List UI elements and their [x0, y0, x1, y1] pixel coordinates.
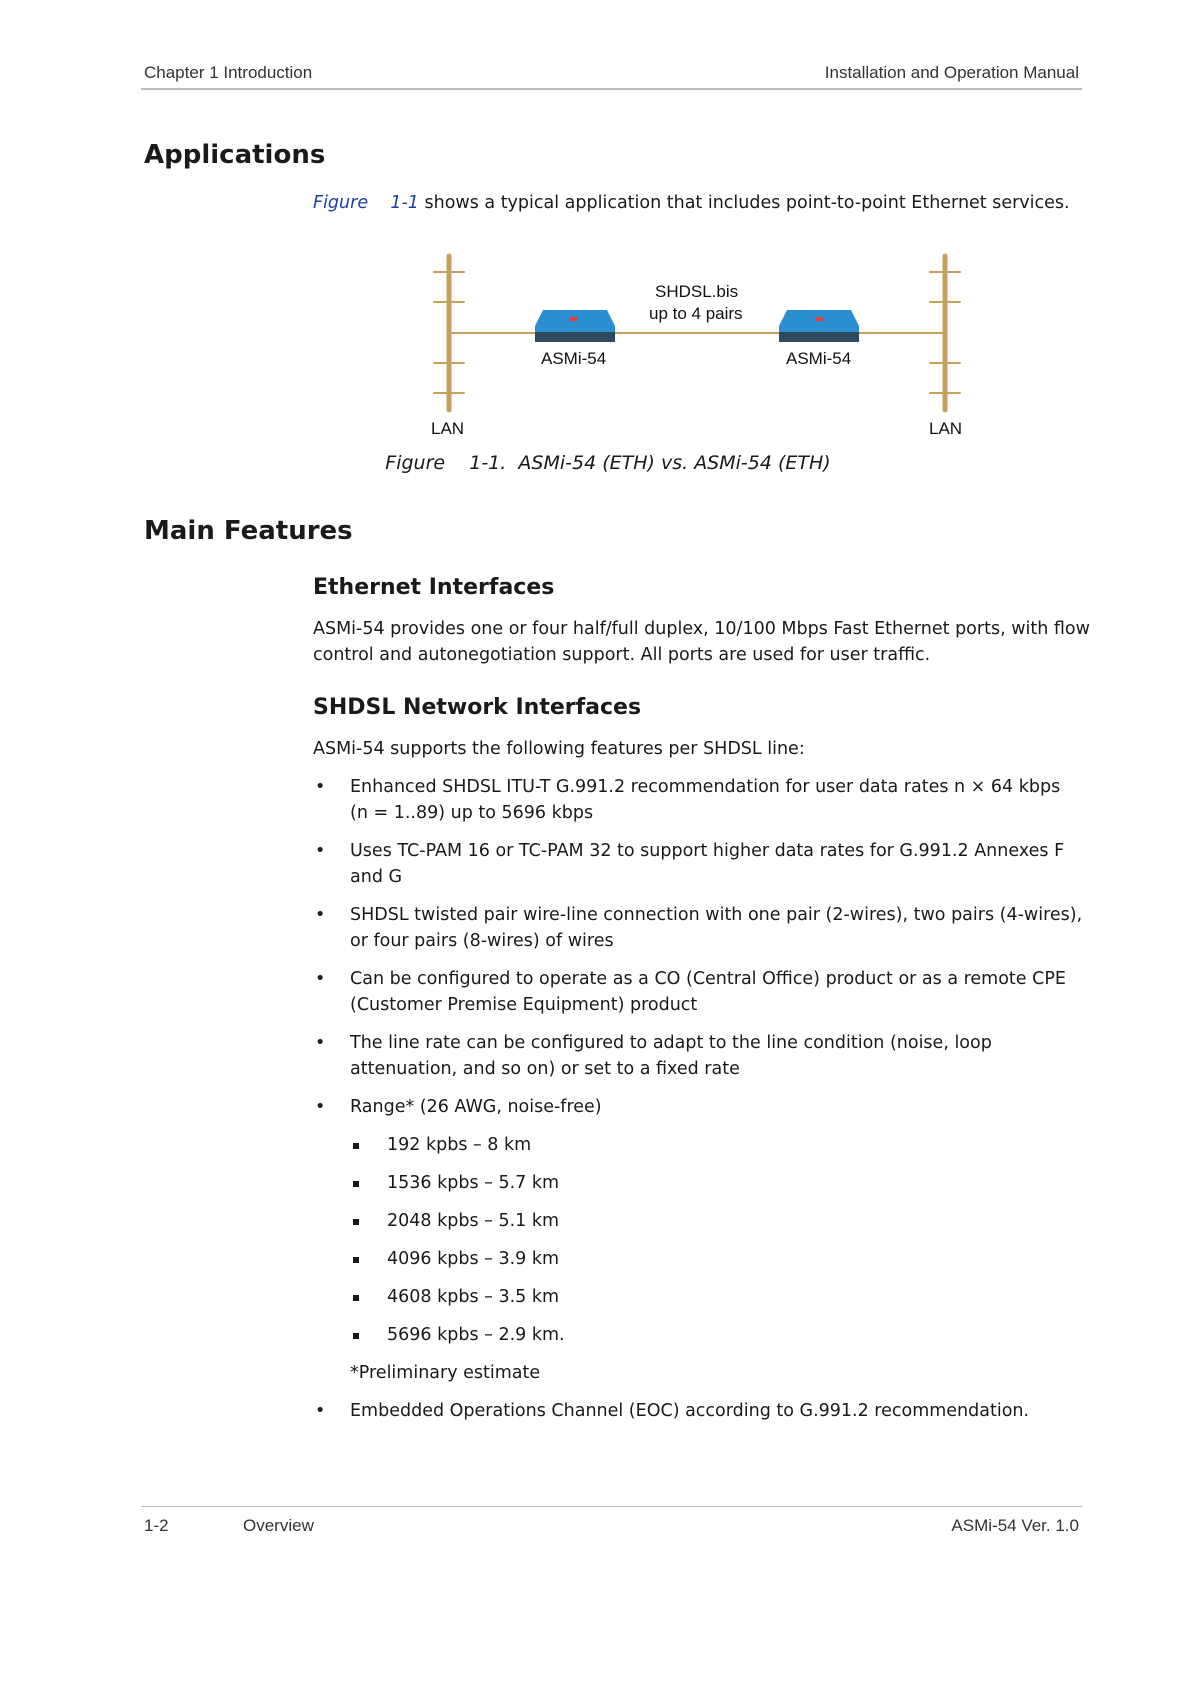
range-item-text: 5696 kpbs – 2.9 km.	[387, 1325, 565, 1345]
footer-divider	[141, 1506, 1082, 1507]
device-label-right: ASMi-54	[786, 349, 852, 368]
figure-caption: Figure 1-1. ASMi-54 (ETH) vs. ASMi-54 (ETH)	[385, 452, 831, 474]
range-item-text: 192 kpbs – 8 km	[387, 1135, 532, 1155]
range-item-text: 2048 kpbs – 5.1 km	[387, 1211, 560, 1231]
asmi-54-device-right	[779, 310, 859, 342]
link-label-shdsl: SHDSL.bis	[655, 282, 739, 301]
intro-text: shows a typical application that includes point-to-point Ethernet services.	[418, 193, 1070, 213]
header-chapter: Chapter 1 Introduction	[144, 63, 313, 82]
range-item	[313, 1170, 1083, 1196]
list-item-text: Range* (26 AWG, noise-free)	[350, 1097, 602, 1117]
list-item: • Can be configured to operate as a CO (Central Office) product or as a remote CPE (Customer Premise Equipment) product	[315, 969, 1066, 1015]
shdsl-intro: ASMi-54 supports the following features per SHDSL line:	[313, 739, 805, 759]
section-title-applications: Applications	[144, 140, 326, 170]
link-label-pairs: up to 4 pairs	[649, 304, 743, 323]
section-title-main-features: Main Features	[144, 516, 353, 546]
list-item-text: SHDSL twisted pair wire-line connection with one pair (2-wires), two pairs (4-wires), or four pairs (8-wires) of wires	[350, 905, 1083, 951]
range-item	[313, 1246, 1083, 1272]
range-item	[313, 1322, 1083, 1348]
list-item: • Uses TC-PAM 16 or TC-PAM 32 to support higher data rates for G.991.2 Annexes F and G	[315, 841, 1065, 887]
subsection-title-shdsl: SHDSL Network Interfaces	[313, 695, 642, 720]
lan-label-left: LAN	[431, 419, 465, 438]
list-item-text: The line rate can be configured to adapt to the line condition (noise, loop attenuation, and so on) or set to a fixed rate	[350, 1033, 992, 1079]
list-item-text: Can be configured to operate as a CO (Central Office) product or as a remote CPE (Customer Premise Equipment) product	[350, 969, 1066, 1015]
range-item-text: 4608 kpbs – 3.5 km	[387, 1287, 560, 1307]
list-item-text: Embedded Operations Channel (EOC) according to G.991.2 recommendation.	[350, 1401, 1030, 1421]
list-item: • SHDSL twisted pair wire-line connection with one pair (2-wires), two pairs (4-wires), or four pairs (8-wires) of wires	[315, 905, 1083, 951]
shdsl-feature-list	[313, 774, 1083, 1436]
asmi-54-device-left	[535, 310, 615, 342]
footer-page-number: 1-2	[144, 1516, 169, 1535]
range-item-text: 1536 kpbs – 5.7 km	[387, 1173, 560, 1193]
footer-doc-version: ASMi-54 Ver. 1.0	[951, 1516, 1079, 1535]
list-item: • Embedded Operations Channel (EOC) according to G.991.2 recommendation.	[315, 1401, 1030, 1421]
range-item	[313, 1208, 1083, 1234]
figure-link[interactable]: Figure 1-1	[313, 193, 419, 213]
lan-label-right: LAN	[929, 419, 963, 438]
list-item-text: Enhanced SHDSL ITU-T G.991.2 recommendation for user data rates n × 64 kbps (n = 1..89) up to 5696 kbps	[350, 777, 1061, 823]
device-label-left: ASMi-54	[541, 349, 607, 368]
footer-section: Overview	[243, 1516, 314, 1535]
list-item: • Enhanced SHDSL ITU-T G.991.2 recommendation for user data rates n × 64 kbps (n = 1..89) up to 5696 kbps	[315, 777, 1061, 823]
list-item: • Range* (26 AWG, noise-free)	[315, 1097, 602, 1117]
ethernet-description: ASMi-54 provides one or four half/full duplex, 10/100 Mbps Fast Ethernet ports, with flow control and autonegotiation support. All ports are used for user traffic.	[313, 619, 1090, 665]
list-item-text: Uses TC-PAM 16 or TC-PAM 32 to support higher data rates for G.991.2 Annexes F and G	[350, 841, 1065, 887]
header-manual-title: Installation and Operation Manual	[824, 63, 1079, 82]
range-item	[313, 1132, 1083, 1158]
subsection-title-ethernet: Ethernet Interfaces	[313, 575, 555, 600]
range-item	[313, 1284, 1083, 1310]
list-item: • The line rate can be configured to adapt to the line condition (noise, loop attenuation, and so on) or set to a fixed rate	[315, 1033, 992, 1079]
range-note: *Preliminary estimate	[350, 1363, 541, 1383]
network-diagram	[0, 0, 1191, 450]
range-item-text: 4096 kpbs – 3.9 km	[387, 1249, 560, 1269]
